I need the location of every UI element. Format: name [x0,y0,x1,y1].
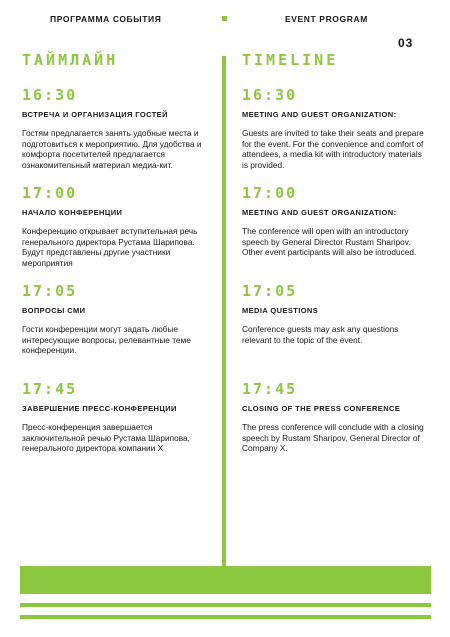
header-left-title: ПРОГРАММА СОБЫТИЯ [50,14,162,24]
en-item-time: 17:45 [242,380,298,398]
ru-item-subtitle: НАЧАЛО КОНФЕРЕНЦИИ [22,208,123,217]
ru-timeline-item [22,86,212,170]
en-item-time: 17:05 [242,282,298,300]
ru-timeline-item [22,282,212,356]
en-item-subtitle: MEDIA QUESTIONS [242,306,319,315]
en-item-subtitle: MEETING AND GUEST ORGANIZATION: [242,110,397,119]
en-item-subtitle: CLOSING OF THE PRESS CONFERENCE [242,404,401,413]
ru-item-description: Гости конференции могут задать любые интересующие вопросы, релевантные теме конференции. [22,324,191,356]
ru-item-subtitle: ВОПРОСЫ СМИ [22,306,86,315]
footer-green-stripe [20,603,431,607]
ru-item-description: Гостям предлагается занять удобные места и подготовиться к мероприятию. Для удобства и комфорта посетителей предлагается ознакомительный материал медиа-кит. [22,128,202,170]
ru-timeline-item [22,380,212,454]
ru-item-time: 16:30 [22,86,78,104]
en-timeline-item [242,380,428,454]
en-item-description: The conference will open with an introductory speech by General Director Rustam Sharipov. Other event participants will also be introduced. [242,226,417,258]
center-divider-line [222,56,226,566]
en-timeline-item [242,282,428,345]
ru-item-subtitle: ВСТРЕЧА И ОРГАНИЗАЦИЯ ГОСТЕЙ [22,110,168,119]
ru-item-time: 17:00 [22,184,78,202]
en-item-time: 16:30 [242,86,298,104]
ru-timeline-item [22,184,212,268]
header-right-title: EVENT PROGRAM [285,14,368,24]
en-item-time: 17:00 [242,184,298,202]
footer-green-stripe [20,615,431,619]
en-item-description: The press conference will conclude with a closing speech by Rustam Sharipov, General Director of Company X. [242,422,424,454]
ru-item-time: 17:45 [22,380,78,398]
ru-item-time: 17:05 [22,282,78,300]
header-divider-square [222,16,227,21]
ru-item-description: Конференцию открывает вступительная речь генерального директора Рустама Шарипова. Будут представлены другие участники мероприятия [22,226,198,268]
footer-green-band [20,566,431,594]
russian-timeline-title: ТАЙМЛАЙН [22,51,119,69]
en-timeline-item [242,184,428,258]
ru-item-description: Пресс-конференция завершается заключительной речью Рустама Шарипова, генерального директора компании X [22,422,190,454]
english-column [242,50,428,454]
en-timeline-item [242,86,428,170]
english-timeline-title: TIMELINE [242,51,339,69]
russian-column [22,50,212,454]
en-item-description: Guests are invited to take their seats and prepare for the event. For the convenience and comfort of attendees, a media kit with introductory materials is provided. [242,128,424,170]
en-item-subtitle: MEETING AND GUEST ORGANIZATION: [242,208,397,217]
ru-item-subtitle: ЗАВЕРШЕНИЕ ПРЕСС-КОНФЕРЕНЦИИ [22,404,177,413]
page-number: 03 [398,36,414,50]
en-item-description: Conference guests may ask any questions relevant to the topic of the event. [242,324,399,345]
